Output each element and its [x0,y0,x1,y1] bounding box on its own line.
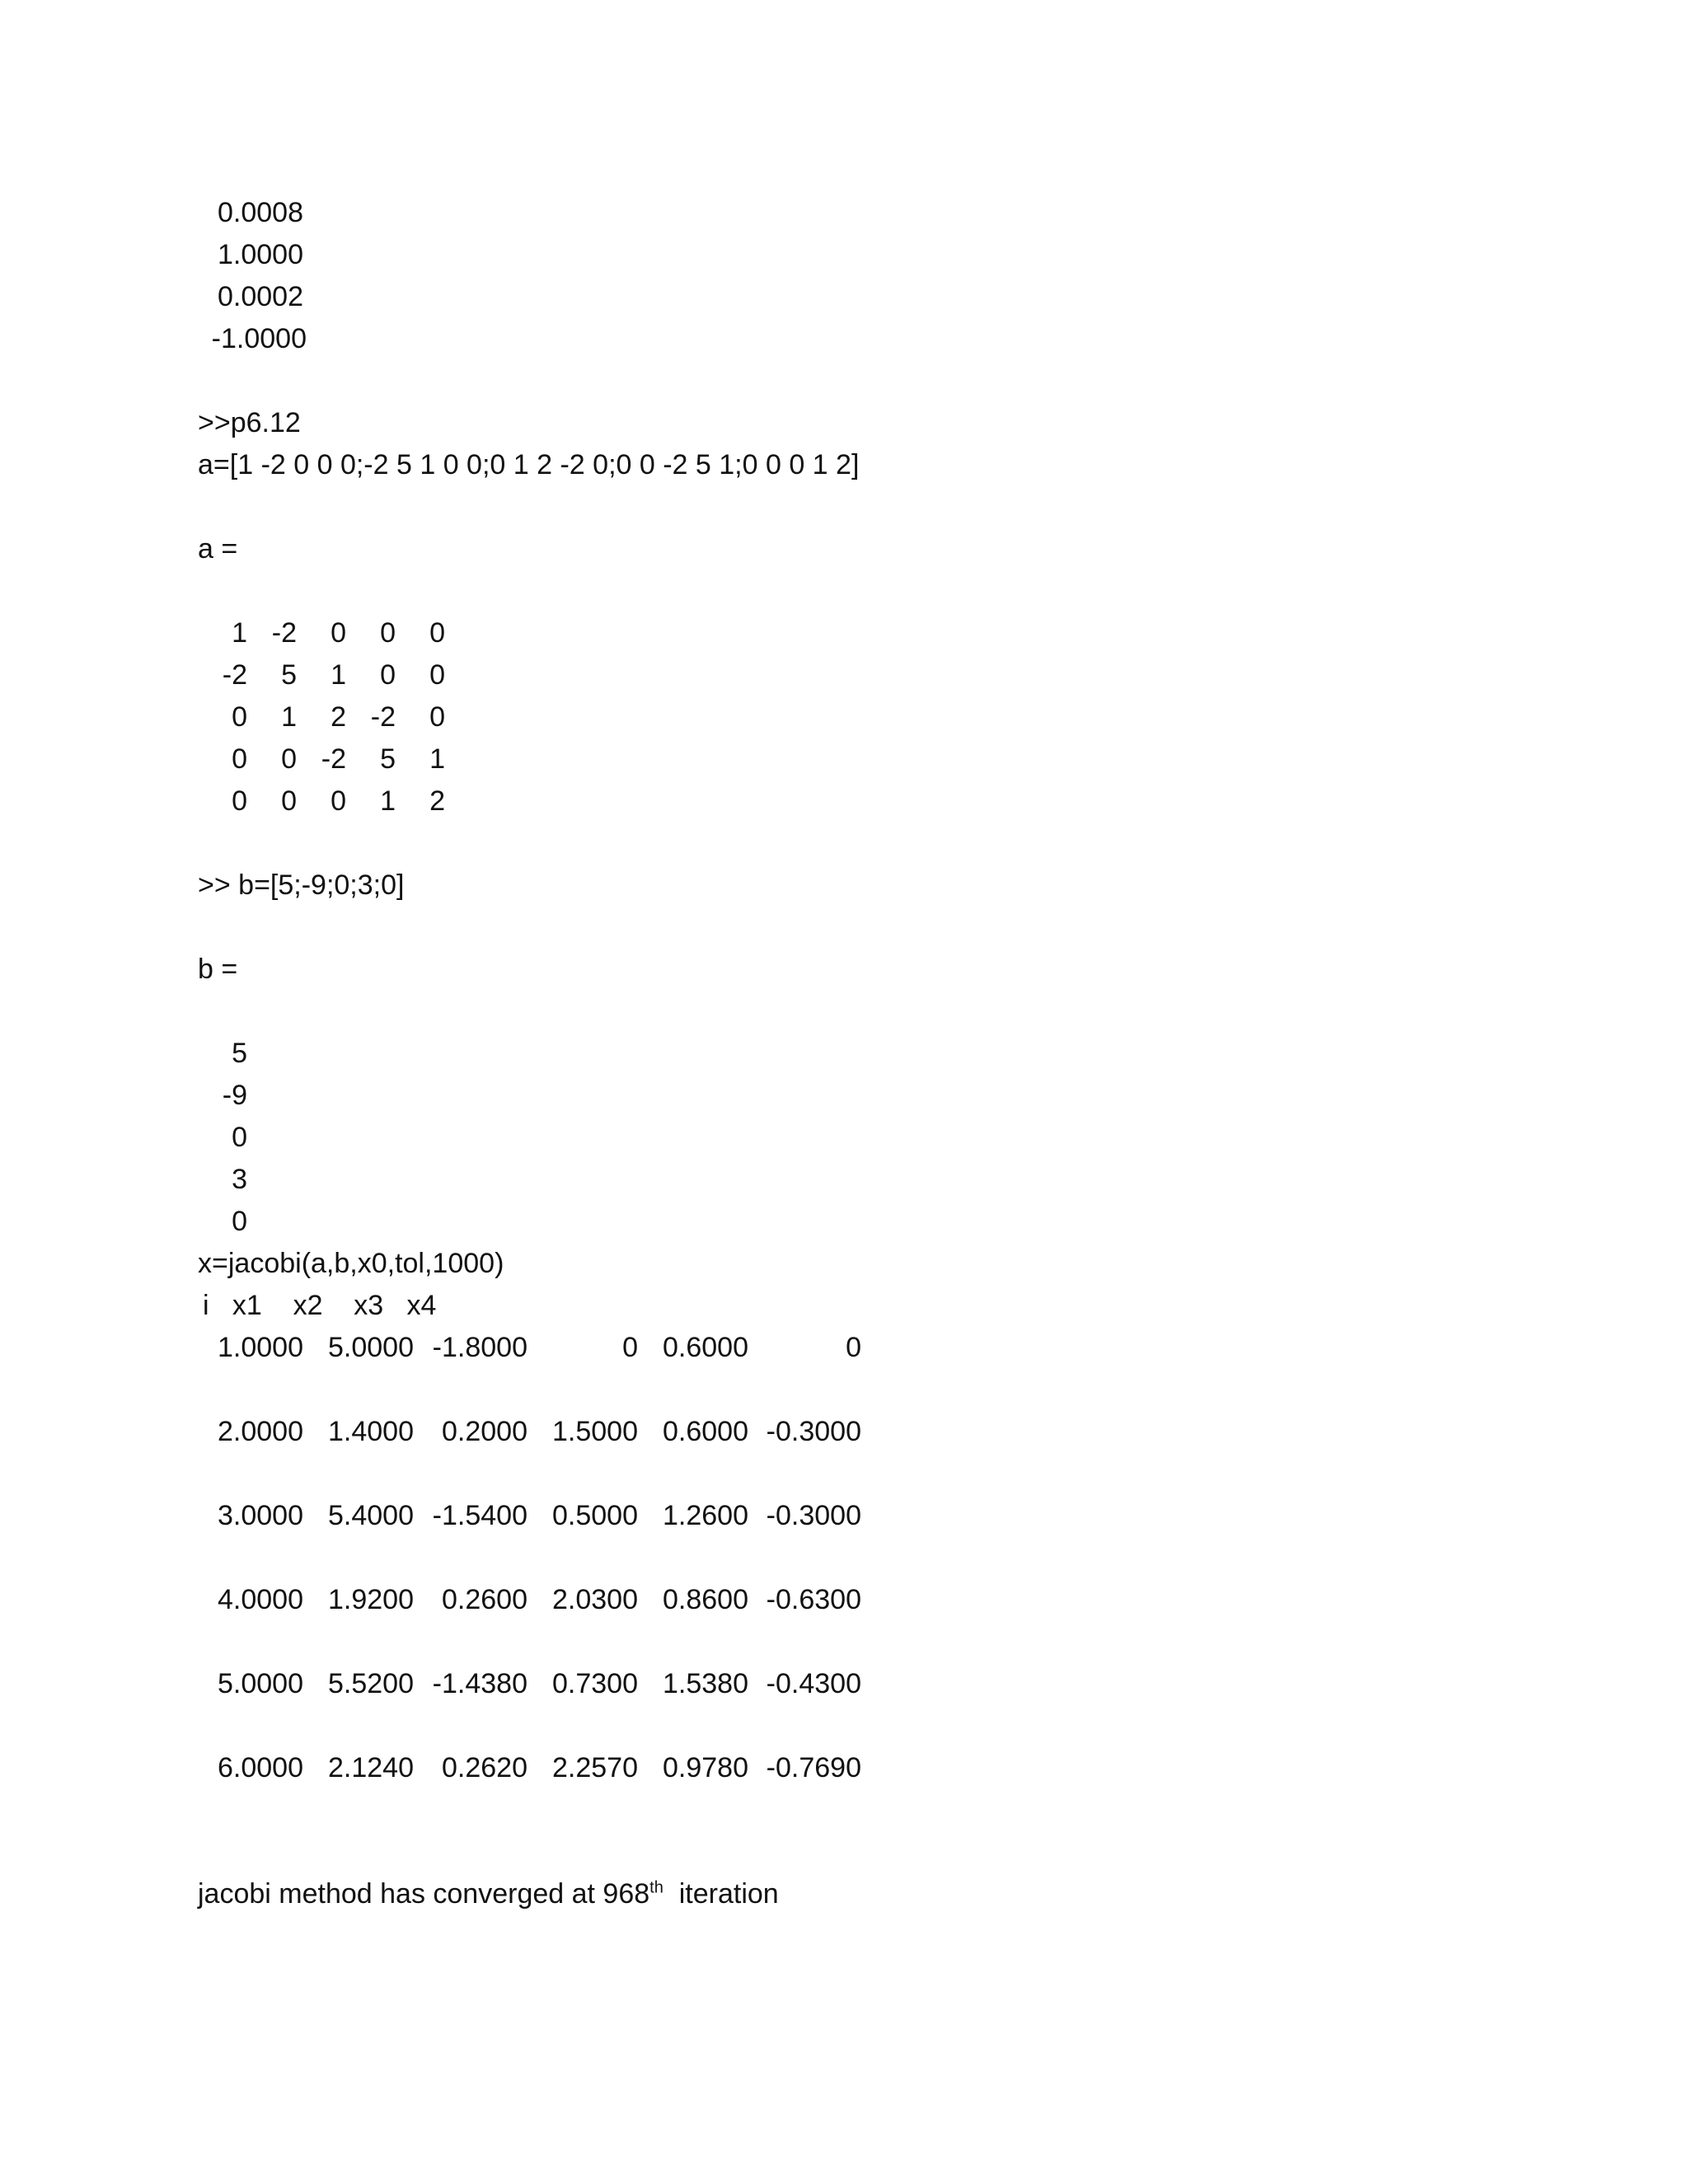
iteration-cell: -0.7690 [766,1752,861,1783]
iteration-cell: 0 [846,1332,861,1363]
matrix-cell: 0 [380,659,396,691]
iteration-cell: 1.2600 [663,1500,748,1531]
iteration-cell: 2.1240 [328,1752,414,1783]
matrix-cell: -2 [321,743,346,775]
vector-cell: -9 [222,1080,247,1111]
command-p612: >>p6.12 [198,407,301,438]
matrix-cell: 0 [331,617,346,649]
matrix-cell: 0 [380,617,396,649]
iteration-cell: 2.2570 [552,1752,638,1783]
matrix-cell: -2 [370,701,396,733]
iteration-cell: 5.0000 [218,1668,303,1699]
iteration-cell: -0.3000 [766,1416,861,1447]
iteration-header: i x1 x2 x3 x4 [203,1290,437,1321]
iteration-cell: -1.5400 [432,1500,528,1531]
iteration-cell: 0.5000 [552,1500,638,1531]
prev-output-value: 0.0008 [218,197,303,228]
matrix-cell: -2 [271,617,297,649]
matrix-cell: 0 [429,701,445,733]
vector-cell: 3 [232,1164,247,1195]
matrix-cell: 1 [429,743,445,775]
vector-cell: 0 [232,1122,247,1153]
iteration-cell: 0.6000 [663,1416,748,1447]
iteration-cell: 0.2600 [442,1584,528,1615]
command-define-b: >> b=[5;-9;0;3;0] [198,869,405,901]
iteration-cell: 0 [622,1332,638,1363]
matrix-cell: 0 [232,785,247,817]
matrix-cell: 1 [232,617,247,649]
vector-cell: 5 [232,1038,247,1069]
ordinal-suffix: th [649,1878,663,1897]
matrix-cell: 1 [380,785,396,817]
iteration-cell: 0.8600 [663,1584,748,1615]
iteration-cell: 1.9200 [328,1584,414,1615]
matrix-cell: 0 [331,785,346,817]
matrix-cell: 1 [331,659,346,691]
matrix-cell: 0 [232,743,247,775]
matrix-cell: 2 [429,785,445,817]
iteration-cell: 1.0000 [218,1332,303,1363]
iteration-cell: 6.0000 [218,1752,303,1783]
matrix-cell: 0 [281,785,297,817]
vector-cell: 0 [232,1206,247,1237]
iteration-cell: -0.3000 [766,1500,861,1531]
matrix-cell: 0 [281,743,297,775]
iteration-cell: 5.5200 [328,1668,414,1699]
iteration-cell: 5.0000 [328,1332,414,1363]
convergence-statement [198,1877,779,1910]
matrix-cell: 1 [281,701,297,733]
iteration-cell: -1.4380 [432,1668,528,1699]
iteration-cell: 4.0000 [218,1584,303,1615]
matrix-cell: 5 [380,743,396,775]
iteration-cell: 3.0000 [218,1500,303,1531]
prev-output-value: 0.0002 [218,281,303,312]
iteration-cell: -0.6300 [766,1584,861,1615]
iteration-cell: 1.5000 [552,1416,638,1447]
convergence-text: jacobi method has converged at 968 [198,1878,650,1910]
matrix-cell: 0 [232,701,247,733]
command-jacobi: x=jacobi(a,b,x0,tol,1000) [198,1248,504,1279]
iteration-cell: -0.4300 [766,1668,861,1699]
iteration-cell: 2.0000 [218,1416,303,1447]
prev-output-value: -1.0000 [211,323,307,354]
matrix-cell: 5 [281,659,297,691]
matrix-cell: 2 [331,701,346,733]
iteration-cell: 0.2620 [442,1752,528,1783]
prev-output-value: 1.0000 [218,239,303,270]
matrix-cell: 0 [429,659,445,691]
matrix-cell: -2 [222,659,247,691]
iteration-cell: 1.5380 [663,1668,748,1699]
iteration-cell: 0.2000 [442,1416,528,1447]
iteration-cell: 5.4000 [328,1500,414,1531]
command-define-a: a=[1 -2 0 0 0;-2 5 1 0 0;0 1 2 -2 0;0 0 -2 5 1;0 0 0 1 2] [198,449,860,480]
iteration-cell: 0.7300 [552,1668,638,1699]
matrix-cell: 0 [429,617,445,649]
iteration-cell: -1.8000 [432,1332,528,1363]
iteration-cell: 0.6000 [663,1332,748,1363]
iteration-cell: 2.0300 [552,1584,638,1615]
iteration-cell: 1.4000 [328,1416,414,1447]
b-label: b = [198,954,238,985]
a-label: a = [198,533,238,565]
iteration-cell: 0.9780 [663,1752,748,1783]
convergence-text-tail: iteration [663,1878,779,1910]
